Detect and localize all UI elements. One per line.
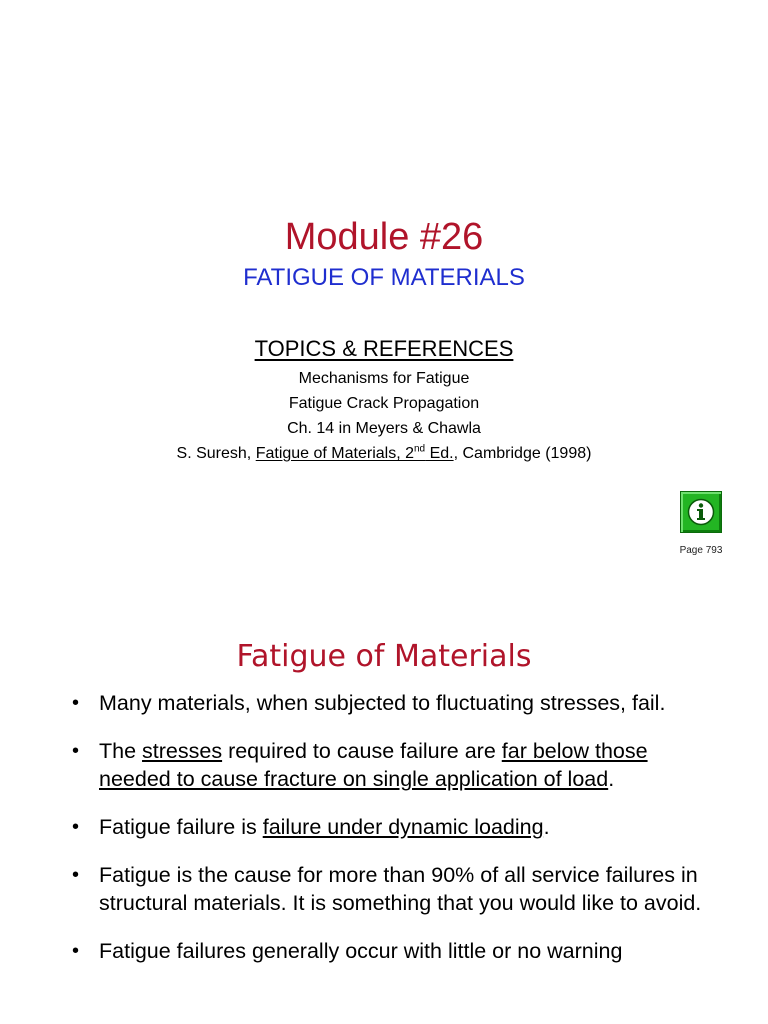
- topic-item: Ch. 14 in Meyers & Chawla: [287, 420, 481, 437]
- bullet-item: [0, 861, 768, 917]
- reference-item: [0, 441, 768, 466]
- bullet-item: [0, 689, 768, 717]
- reference-book-title-text: Fatigue of Materials, 2: [255, 445, 414, 462]
- reference-publisher: , Cambridge (1998): [453, 445, 592, 462]
- bullet-text: Fatigue is the cause for more than 90% of all service failures in structural materials. It is something that you would like to avoid.: [99, 863, 702, 915]
- bullet-text: Fatigue failure is: [99, 815, 263, 839]
- topics-list: [0, 366, 768, 466]
- info-icon: [687, 498, 715, 526]
- info-button[interactable]: [680, 491, 722, 533]
- bullet-text: .: [608, 767, 615, 791]
- reference-book-title: [256, 445, 454, 462]
- reference-edition-suffix: Ed.: [425, 445, 454, 462]
- bullet-text: .: [543, 815, 550, 839]
- bullet-text: Fatigue failures generally occur with little or no warning: [99, 939, 623, 963]
- bullet-item: [0, 813, 768, 841]
- bullet-text: required to cause failure are: [222, 739, 502, 763]
- bullet-emphasis: far below those needed to cause fracture on single application of load: [99, 739, 648, 791]
- module-title: Module #26: [284, 216, 484, 258]
- slide-title: Fatigue of Materials: [236, 639, 532, 674]
- reference-edition-sup: nd: [414, 443, 426, 455]
- page-number: Page 793: [679, 545, 723, 556]
- bullet-emphasis: failure under dynamic loading: [262, 815, 544, 839]
- module-subtitle: FATIGUE OF MATERIALS: [243, 264, 525, 291]
- topic-item: Mechanisms for Fatigue: [298, 370, 470, 387]
- bullet-item: [0, 937, 768, 965]
- bullet-text: Many materials, when subjected to fluctuating stresses, fail.: [99, 691, 666, 715]
- bullet-text: The: [99, 739, 143, 763]
- bullet-item: [0, 737, 768, 793]
- reference-author: S. Suresh,: [176, 445, 256, 462]
- bullet-list: [0, 688, 768, 965]
- topics-heading: TOPICS & REFERENCES: [254, 336, 514, 361]
- topic-item: Fatigue Crack Propagation: [288, 395, 480, 412]
- bullet-emphasis: stresses: [142, 739, 223, 763]
